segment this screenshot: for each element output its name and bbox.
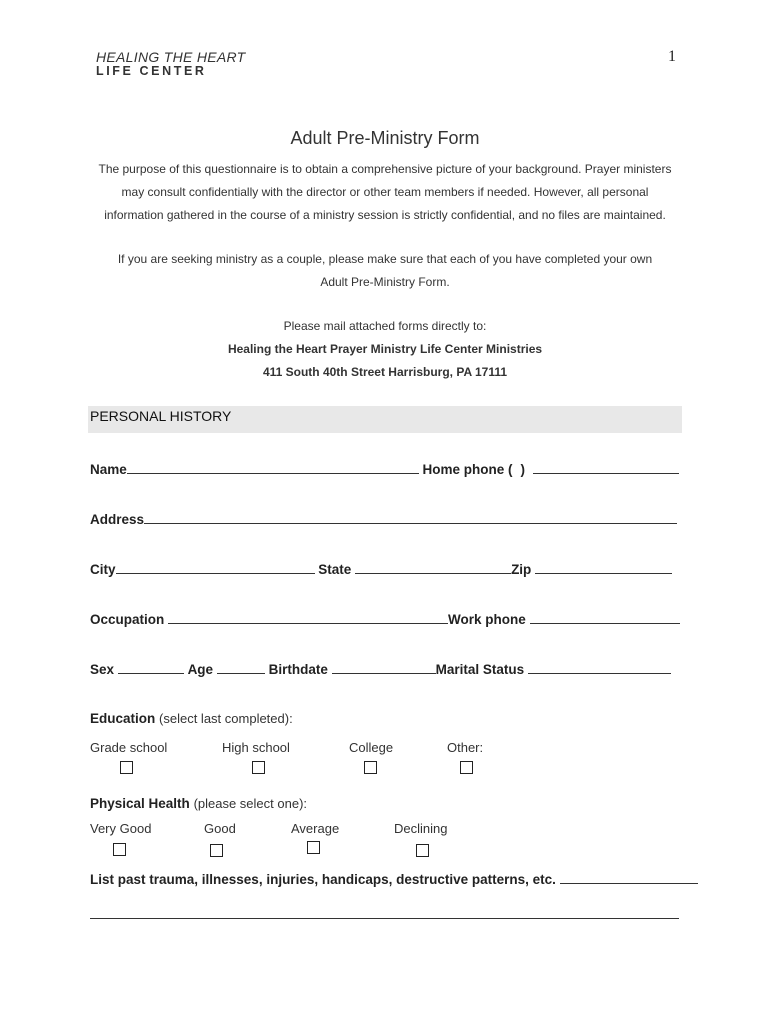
health-option-good: Good (204, 821, 236, 836)
home-phone-field[interactable] (533, 461, 679, 474)
health-option-declining: Declining (394, 821, 448, 836)
trauma-continuation-line[interactable] (90, 918, 679, 919)
marital-status-field[interactable] (528, 661, 671, 674)
state-label: State (318, 562, 352, 577)
health-heading (90, 796, 307, 811)
sex-field[interactable] (118, 661, 184, 674)
high-school-checkbox[interactable] (252, 761, 265, 774)
address-label: Address (90, 512, 145, 527)
college-checkbox[interactable] (364, 761, 377, 774)
organization-address: 411 South 40th Street Harrisburg, PA 17111 (262, 365, 508, 379)
section-title: PERSONAL HISTORY (90, 408, 232, 424)
age-label: Age (187, 662, 214, 677)
education-label: Education (90, 711, 156, 726)
trauma-row (90, 871, 698, 887)
intro-paragraph-line: The purpose of this questionnaire is to obtain a comprehensive picture of your background. Prayer ministers (98, 162, 672, 176)
occupation-label: Occupation (90, 612, 165, 627)
zip-label: Zip (511, 562, 532, 577)
home-phone-label: Home phone ( (422, 462, 513, 477)
other-checkbox[interactable] (460, 761, 473, 774)
city-field[interactable] (116, 561, 315, 574)
sex-label: Sex (90, 662, 115, 677)
couple-note-line: Adult Pre-Ministry Form. (320, 275, 450, 289)
occupation-row (90, 611, 680, 627)
occupation-field[interactable] (168, 611, 448, 624)
health-label: Physical Health (90, 796, 190, 811)
birthdate-field[interactable] (332, 661, 436, 674)
section-header-personal-history (88, 406, 682, 433)
intro-paragraph-line: may consult confidentially with the director or other team members if needed. However, all personal (121, 185, 649, 199)
very-good-checkbox[interactable] (113, 843, 126, 856)
average-checkbox[interactable] (307, 841, 320, 854)
declining-checkbox[interactable] (416, 844, 429, 857)
name-phone-row (90, 461, 679, 477)
education-option-other: Other: (447, 740, 484, 755)
organization-name: Healing the Heart Prayer Ministry Life Center Ministries (227, 342, 543, 356)
good-checkbox[interactable] (210, 844, 223, 857)
zip-field[interactable] (535, 561, 672, 574)
marital-status-label: Marital Status (435, 662, 525, 677)
trauma-label: List past trauma, illnesses, injuries, handicaps, destructive patterns, etc. (90, 872, 556, 887)
education-note: (select last completed): (159, 711, 293, 726)
home-phone-paren: ) (520, 462, 526, 477)
education-option-grade-school: Grade school (90, 740, 168, 755)
education-option-college: College (349, 740, 394, 755)
form-title: Adult Pre-Ministry Form (290, 128, 480, 148)
age-field[interactable] (217, 661, 265, 674)
birthdate-label: Birthdate (268, 662, 328, 677)
city-label: City (90, 562, 116, 577)
state-field[interactable] (355, 561, 511, 574)
page-number: 1 (668, 48, 676, 65)
health-note: (please select one): (193, 796, 308, 811)
grade-school-checkbox[interactable] (120, 761, 133, 774)
address-field[interactable] (144, 511, 677, 524)
health-option-very-good: Very Good (90, 821, 152, 836)
health-option-average: Average (291, 821, 340, 836)
trauma-field[interactable] (560, 871, 698, 884)
name-field[interactable] (127, 461, 419, 474)
education-heading (90, 711, 293, 726)
work-phone-label: Work phone (448, 612, 526, 627)
city-state-zip-row (90, 561, 672, 577)
name-label: Name (90, 462, 127, 477)
logo-line-1: HEALING THE HEART (96, 49, 246, 65)
couple-note-line: If you are seeking ministry as a couple, please make sure that each of you have completed your own (117, 252, 653, 266)
education-option-high-school: High school (222, 740, 290, 755)
work-phone-field[interactable] (530, 611, 680, 624)
personal-details-row (90, 661, 671, 677)
intro-paragraph-line: information gathered in the course of a ministry session is strictly confidential, and no files are maintained. (104, 208, 666, 222)
logo-line-2: LIFE CENTER (96, 64, 207, 78)
mail-instruction: Please mail attached forms directly to: (283, 319, 487, 333)
address-row (90, 511, 677, 527)
